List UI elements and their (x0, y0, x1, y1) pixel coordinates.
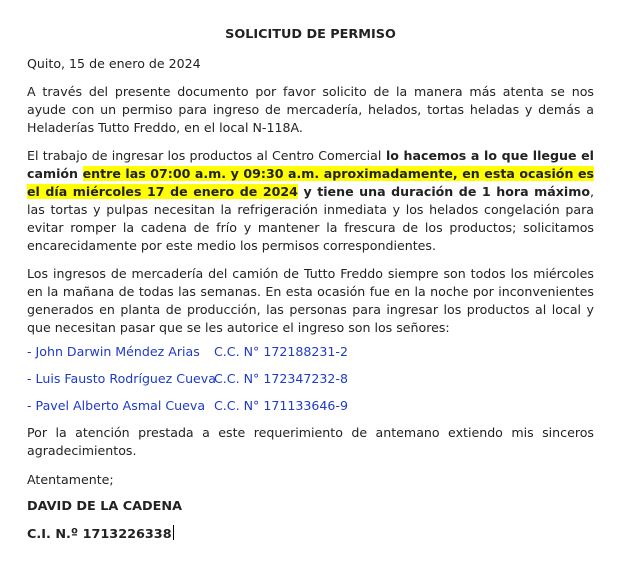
person-entry (27, 397, 594, 415)
paragraph-thanks: Por la atención prestada a este requerimiento de antemano extiendo mis sinceros agradecimientos. (27, 425, 594, 458)
document-body (27, 26, 594, 544)
signer-name: DAVID DE LA CADENA (27, 499, 183, 514)
person-id: C.C. N° 172188231-2 (214, 344, 348, 359)
closing-text: Atentamente; (27, 472, 114, 487)
person-name: - Luis Fausto Rodríguez Cueva (27, 371, 216, 386)
text-cursor (173, 525, 174, 540)
document-date: Quito, 15 de enero de 2024 (27, 56, 201, 71)
signer-id-line[interactable] (27, 525, 594, 544)
document-title: SOLICITUD DE PERMISO (225, 27, 396, 42)
person-name: - John Darwin Méndez Arias (27, 344, 200, 359)
paragraph-schedule-highlight: entre las 07:00 a.m. y 09:30 a.m. aproximadamente, en esta ocasión es el día miércoles 17 de enero de 2024 (27, 166, 595, 199)
person-entry (27, 370, 594, 388)
person-entry (27, 343, 594, 361)
person-id: C.C. N° 171133646-9 (214, 398, 348, 413)
person-name: - Pavel Alberto Asmal Cueva (27, 398, 206, 413)
paragraph-schedule (27, 147, 594, 255)
paragraph-schedule-intro: El trabajo de ingresar los productos al Centro Comercial (27, 148, 382, 163)
paragraph-request: A través del presente documento por favor solicito de la manera más atenta se nos ayude con un permiso para ingreso de mercadería, helados, tortas heladas y demás a Heladerías Tutto Freddo, en el local N-118A. (27, 84, 594, 135)
paragraph-schedule-duration: y tiene una duración de 1 hora máximo (297, 184, 590, 199)
signer-id: C.I. N.º 1713226338 (27, 527, 172, 542)
paragraph-schedule-rest: , las tortas y pulpas necesitan la refrigeración inmediata y los helados congelación para evitar romper la cadena de frío y mantener la frescura de los productos; solicitamos encarecidamente por este medio los permisos correspondientes. (27, 184, 594, 253)
paragraph-schedule-truck: lo hacemos a lo que llegue el camión (27, 148, 594, 181)
paragraph-personnel: Los ingresos de mercadería del camión de Tutto Freddo siempre son todos los miércoles en la mañana de todas las semanas. En esta ocasión fue en la noche por inconvenientes generados en planta de producción, las personas para ingresar los productos al local y que necesitan pasar que se les autorice el ingreso son los señores: (27, 266, 594, 335)
person-id: C.C. N° 172347232-8 (214, 371, 348, 386)
